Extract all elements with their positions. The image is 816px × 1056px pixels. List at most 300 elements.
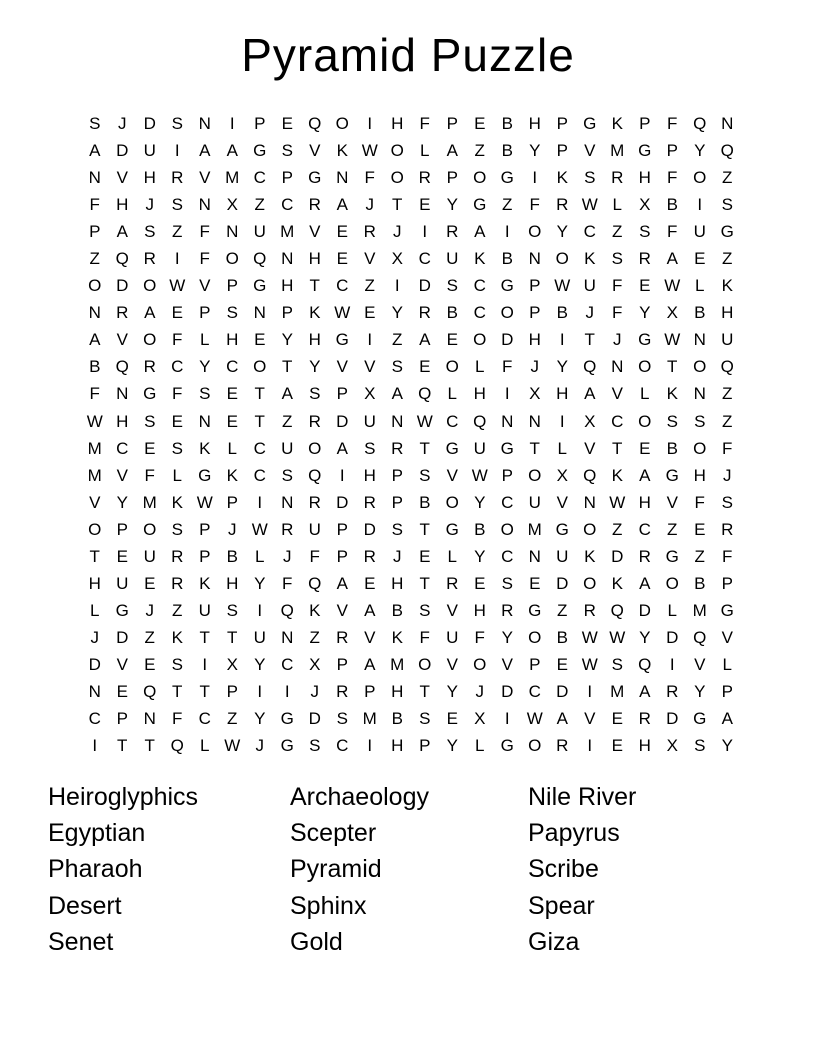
grid-cell: E — [556, 654, 568, 674]
grid-cell: E — [116, 682, 128, 701]
grid-cell: E — [639, 438, 651, 458]
grid-cell: W — [581, 195, 598, 215]
grid-cell: L — [200, 736, 210, 756]
grid-cell: K — [309, 600, 321, 620]
grid-cell: V — [116, 465, 128, 485]
grid-cell: X — [666, 736, 678, 756]
grid-cell: C — [88, 709, 101, 729]
grid-cell: K — [666, 384, 678, 404]
grid-cell: R — [171, 168, 184, 188]
grid-cell: A — [639, 465, 651, 485]
word-item: Giza — [528, 927, 580, 956]
grid-cell: C — [116, 438, 129, 458]
grid-cell: D — [666, 627, 679, 647]
grid-cell: Z — [722, 168, 733, 188]
grid-cell: Y — [474, 546, 486, 566]
grid-cell: H — [473, 384, 486, 404]
grid-cell: T — [227, 627, 238, 647]
grid-cell: O — [225, 249, 239, 269]
grid-cell: B — [556, 627, 568, 647]
grid-cell: S — [501, 573, 513, 593]
grid-cell: C — [281, 195, 294, 215]
word-item: Scribe — [528, 855, 599, 884]
grid-cell: V — [116, 654, 128, 674]
grid-cell: X — [556, 465, 568, 485]
grid-cell: Q — [693, 627, 707, 647]
grid-cell: O — [528, 736, 542, 756]
grid-cell: I — [587, 682, 593, 701]
grid-cell: P — [529, 303, 541, 323]
grid-cell: W — [169, 276, 186, 296]
grid-cell: G — [720, 222, 734, 242]
grid-cell: Z — [612, 519, 623, 539]
grid-cell: W — [361, 141, 378, 161]
grid-cell: T — [199, 682, 210, 701]
grid-cell: Y — [254, 573, 266, 593]
grid-cell: O — [390, 141, 404, 161]
grid-cell: S — [309, 384, 321, 404]
grid-cell: E — [171, 303, 183, 323]
grid-cell: K — [199, 573, 211, 593]
grid-cell: O — [583, 519, 597, 539]
grid-cell: X — [474, 709, 486, 729]
grid-cell: E — [529, 573, 541, 593]
grid-cell: Q — [170, 736, 184, 756]
grid-cell: E — [611, 736, 623, 756]
grid-cell: K — [199, 438, 211, 458]
grid-cell: Z — [364, 276, 375, 296]
grid-cell: Y — [639, 627, 651, 647]
grid-cell: R — [308, 411, 321, 431]
grid-cell: H — [638, 492, 651, 512]
grid-cell: Y — [281, 330, 293, 350]
grid-cell: S — [419, 465, 431, 485]
grid-cell: W — [526, 709, 543, 729]
grid-cell: D — [666, 709, 679, 729]
grid-cell: J — [118, 114, 127, 134]
grid-cell: Y — [116, 492, 128, 512]
grid-cell: U — [198, 600, 211, 620]
grid-cell: A — [721, 709, 733, 729]
grid-cell: M — [280, 222, 295, 242]
grid-cell: Z — [254, 195, 265, 215]
grid-cell: N — [88, 168, 101, 188]
grid-cell: G — [500, 168, 514, 188]
grid-cell: P — [336, 546, 348, 566]
grid-cell: S — [391, 357, 403, 377]
grid-cell: O — [143, 330, 157, 350]
grid-cell: V — [309, 141, 321, 161]
grid-cell: G — [308, 168, 322, 188]
grid-cell: H — [226, 330, 239, 350]
grid-cell: F — [364, 168, 375, 188]
grid-cell: G — [638, 330, 652, 350]
grid-cell: F — [612, 303, 623, 323]
grid-cell: N — [528, 411, 541, 431]
grid-cell: F — [419, 114, 430, 134]
grid-cell: Y — [254, 654, 266, 674]
grid-cell: E — [474, 573, 486, 593]
grid-cell: F — [667, 222, 678, 242]
grid-cell: H — [693, 465, 706, 485]
grid-cell: G — [253, 276, 267, 296]
grid-cell: J — [145, 195, 154, 215]
grid-cell: O — [308, 438, 322, 458]
grid-cell: V — [666, 492, 678, 512]
grid-cell: R — [363, 546, 376, 566]
grid-cell: V — [364, 627, 376, 647]
grid-cell: Q — [720, 357, 734, 377]
grid-cell: P — [336, 654, 348, 674]
grid-cell: M — [527, 519, 542, 539]
grid-cell: T — [199, 627, 210, 647]
grid-cell: X — [391, 249, 403, 269]
grid-cell: H — [391, 114, 404, 134]
grid-cell: T — [89, 546, 100, 566]
grid-cell: A — [336, 195, 348, 215]
grid-cell: Y — [639, 303, 651, 323]
grid-cell: S — [639, 222, 651, 242]
grid-cell: E — [171, 411, 183, 431]
grid-cell: R — [363, 222, 376, 242]
grid-cell: N — [528, 249, 541, 269]
grid-cell: S — [336, 709, 348, 729]
grid-cell: N — [583, 492, 596, 512]
grid-cell: C — [446, 411, 459, 431]
grid-cell: W — [224, 736, 241, 756]
grid-cell: S — [171, 654, 183, 674]
grid-cell: A — [226, 141, 238, 161]
grid-cell: G — [280, 709, 294, 729]
grid-cell: O — [638, 357, 652, 377]
grid-cell: V — [584, 438, 596, 458]
grid-cell: Z — [722, 384, 733, 404]
grid-cell: H — [638, 168, 651, 188]
grid-cell: O — [390, 168, 404, 188]
grid-cell: K — [584, 546, 596, 566]
grid-cell: D — [308, 709, 321, 729]
grid-cell: E — [639, 276, 651, 296]
grid-cell: B — [501, 141, 513, 161]
grid-cell: H — [308, 249, 321, 269]
word-item: Archaeology — [290, 783, 429, 811]
grid-cell: G — [500, 736, 514, 756]
grid-cell: O — [445, 357, 459, 377]
grid-cell: D — [556, 573, 569, 593]
grid-cell: C — [638, 519, 651, 539]
grid-cell: W — [581, 627, 598, 647]
grid-cell: U — [693, 222, 706, 242]
grid-cell: Q — [583, 465, 597, 485]
grid-cell: V — [584, 709, 596, 729]
grid-cell: J — [530, 357, 539, 377]
grid-cell: T — [419, 438, 430, 458]
grid-cell: J — [613, 330, 622, 350]
grid-cell: M — [87, 438, 102, 458]
grid-cell: A — [89, 141, 101, 161]
grid-cell: F — [172, 709, 183, 729]
grid-cell: Q — [115, 357, 129, 377]
grid-cell: S — [281, 465, 293, 485]
grid-cell: H — [281, 276, 294, 296]
grid-cell: I — [257, 492, 263, 512]
grid-cell: L — [612, 195, 622, 215]
grid-cell: O — [473, 168, 487, 188]
grid-cell: E — [336, 249, 348, 269]
grid-cell: B — [666, 438, 678, 458]
grid-cell: F — [199, 249, 210, 269]
grid-cell: G — [473, 195, 487, 215]
grid-cell: D — [611, 546, 624, 566]
grid-cell: S — [611, 249, 623, 269]
grid-cell: O — [693, 168, 707, 188]
grid-cell: S — [584, 168, 596, 188]
grid-cell: D — [556, 682, 569, 701]
grid-cell: J — [145, 600, 154, 620]
grid-cell: I — [532, 168, 538, 188]
grid-cell: G — [445, 438, 459, 458]
word-item: Desert — [48, 891, 122, 920]
grid-cell: I — [367, 330, 373, 350]
grid-cell: O — [693, 438, 707, 458]
grid-cell: N — [116, 384, 129, 404]
grid-cell: P — [501, 465, 513, 485]
grid-cell: E — [694, 249, 706, 269]
grid-cell: G — [253, 141, 267, 161]
grid-cell: A — [199, 141, 211, 161]
grid-cell: K — [171, 627, 183, 647]
grid-cell: J — [365, 195, 374, 215]
grid-cell: R — [363, 492, 376, 512]
grid-cell: E — [364, 573, 376, 593]
grid-cell: S — [281, 141, 293, 161]
grid-cell: Z — [667, 519, 678, 539]
word-item: Egyptian — [48, 819, 146, 848]
grid-cell: N — [88, 303, 101, 323]
grid-cell: O — [500, 303, 514, 323]
grid-cell: H — [116, 195, 129, 215]
grid-cell: R — [666, 682, 679, 701]
grid-cell: Q — [143, 682, 157, 701]
grid-cell: A — [474, 222, 486, 242]
grid-cell: G — [143, 384, 157, 404]
grid-cell: P — [199, 546, 211, 566]
grid-cell: K — [584, 249, 596, 269]
word-item: Gold — [290, 927, 343, 956]
grid-cell: Y — [446, 195, 458, 215]
grid-cell: U — [116, 573, 129, 593]
grid-cell: F — [144, 465, 155, 485]
grid-cell: A — [584, 384, 596, 404]
word-search-grid — [81, 110, 741, 759]
grid-cell: J — [393, 546, 402, 566]
grid-cell: K — [721, 276, 733, 296]
grid-cell: C — [418, 249, 431, 269]
grid-cell: P — [281, 303, 293, 323]
grid-cell: S — [721, 195, 733, 215]
grid-cell: J — [585, 303, 594, 323]
grid-cell: H — [88, 573, 101, 593]
word-item: Pyramid — [290, 855, 382, 884]
grid-cell: B — [666, 195, 678, 215]
grid-cell: A — [639, 682, 651, 701]
grid-cell: O — [418, 654, 432, 674]
grid-cell: B — [694, 573, 706, 593]
grid-cell: C — [473, 303, 486, 323]
grid-cell: S — [364, 438, 376, 458]
grid-cell: S — [446, 276, 458, 296]
grid-cell: I — [229, 114, 235, 134]
grid-cell: A — [364, 654, 376, 674]
grid-cell: M — [610, 682, 625, 701]
grid-cell: R — [171, 573, 184, 593]
grid-cell: O — [528, 627, 542, 647]
grid-cell: D — [418, 276, 431, 296]
grid-cell: Y — [694, 682, 706, 701]
grid-cell: X — [226, 654, 238, 674]
grid-cell: R — [638, 709, 651, 729]
grid-cell: I — [587, 736, 593, 756]
grid-cell: N — [198, 411, 211, 431]
grid-cell: P — [639, 114, 651, 134]
grid-cell: C — [253, 168, 266, 188]
grid-cell: Y — [254, 709, 266, 729]
grid-cell: H — [528, 114, 541, 134]
grid-cell: P — [721, 573, 733, 593]
grid-cell: P — [556, 114, 568, 134]
grid-cell: F — [667, 168, 678, 188]
grid-cell: X — [364, 384, 376, 404]
grid-cell: C — [336, 276, 349, 296]
grid-cell: F — [722, 438, 733, 458]
grid-cell: W — [471, 465, 488, 485]
grid-cell: F — [199, 222, 210, 242]
grid-cell: Z — [282, 411, 293, 431]
grid-cell: P — [419, 736, 431, 756]
grid-cell: N — [88, 682, 101, 701]
grid-cell: A — [336, 438, 348, 458]
grid-cell: B — [694, 303, 706, 323]
grid-cell: U — [583, 276, 596, 296]
grid-cell: M — [610, 141, 625, 161]
grid-cell: D — [501, 682, 514, 701]
grid-cell: M — [362, 709, 377, 729]
grid-cell: A — [639, 573, 651, 593]
grid-cell: F — [419, 627, 430, 647]
grid-cell: M — [390, 654, 405, 674]
grid-cell: V — [116, 330, 128, 350]
grid-cell: L — [255, 546, 265, 566]
grid-cell: K — [611, 573, 623, 593]
grid-cell: C — [171, 357, 184, 377]
grid-cell: I — [504, 222, 510, 242]
grid-cell: V — [501, 654, 513, 674]
grid-cell: Q — [418, 384, 432, 404]
grid-cell: F — [172, 384, 183, 404]
grid-cell: L — [200, 330, 210, 350]
grid-cell: O — [555, 249, 569, 269]
grid-cell: C — [253, 465, 266, 485]
grid-cell: T — [254, 411, 265, 431]
grid-cell: W — [581, 654, 598, 674]
grid-cell: Y — [694, 141, 706, 161]
grid-cell: X — [309, 654, 321, 674]
grid-cell: Z — [722, 249, 733, 269]
grid-cell: U — [143, 546, 156, 566]
grid-cell: A — [116, 222, 128, 242]
grid-cell: E — [116, 546, 128, 566]
grid-cell: G — [500, 276, 514, 296]
grid-cell: S — [309, 736, 321, 756]
grid-cell: W — [609, 492, 626, 512]
grid-cell: T — [419, 682, 430, 701]
grid-cell: A — [364, 600, 376, 620]
grid-cell: P — [446, 114, 458, 134]
grid-cell: L — [447, 384, 457, 404]
grid-cell: E — [474, 114, 486, 134]
grid-cell: P — [529, 276, 541, 296]
grid-cell: J — [475, 682, 484, 701]
grid-cell: P — [199, 519, 211, 539]
grid-cell: T — [419, 573, 430, 593]
grid-cell: H — [721, 303, 734, 323]
grid-cell: K — [611, 114, 623, 134]
grid-cell: V — [446, 600, 458, 620]
grid-cell: Z — [474, 141, 485, 161]
grid-cell: W — [334, 303, 351, 323]
grid-cell: K — [474, 249, 486, 269]
grid-cell: V — [584, 141, 596, 161]
grid-cell: P — [391, 465, 403, 485]
grid-cell: V — [89, 492, 101, 512]
grid-cell: B — [501, 114, 513, 134]
grid-cell: E — [611, 709, 623, 729]
grid-cell: G — [335, 330, 349, 350]
grid-cell: Z — [694, 546, 705, 566]
grid-cell: A — [336, 573, 348, 593]
grid-cell: P — [116, 519, 128, 539]
grid-cell: G — [555, 519, 569, 539]
grid-cell: V — [721, 627, 733, 647]
grid-cell: E — [226, 384, 238, 404]
grid-cell: D — [143, 114, 156, 134]
grid-cell: Q — [473, 411, 487, 431]
grid-cell: E — [446, 709, 458, 729]
grid-cell: O — [88, 519, 102, 539]
grid-cell: T — [612, 438, 623, 458]
grid-cell: N — [198, 195, 211, 215]
grid-cell: S — [199, 384, 211, 404]
grid-cell: D — [116, 627, 129, 647]
grid-cell: E — [446, 330, 458, 350]
grid-cell: N — [336, 168, 349, 188]
grid-cell: V — [446, 654, 458, 674]
grid-cell: E — [254, 330, 266, 350]
grid-cell: T — [144, 736, 155, 756]
grid-cell: V — [556, 492, 568, 512]
grid-cell: Q — [308, 465, 322, 485]
grid-cell: I — [257, 600, 263, 620]
grid-cell: C — [501, 492, 514, 512]
grid-cell: R — [638, 249, 651, 269]
grid-cell: H — [473, 600, 486, 620]
grid-cell: L — [475, 357, 485, 377]
grid-cell: Q — [115, 249, 129, 269]
grid-cell: N — [226, 222, 239, 242]
grid-cell: G — [198, 465, 212, 485]
grid-cell: Z — [144, 627, 155, 647]
grid-cell: P — [446, 168, 458, 188]
